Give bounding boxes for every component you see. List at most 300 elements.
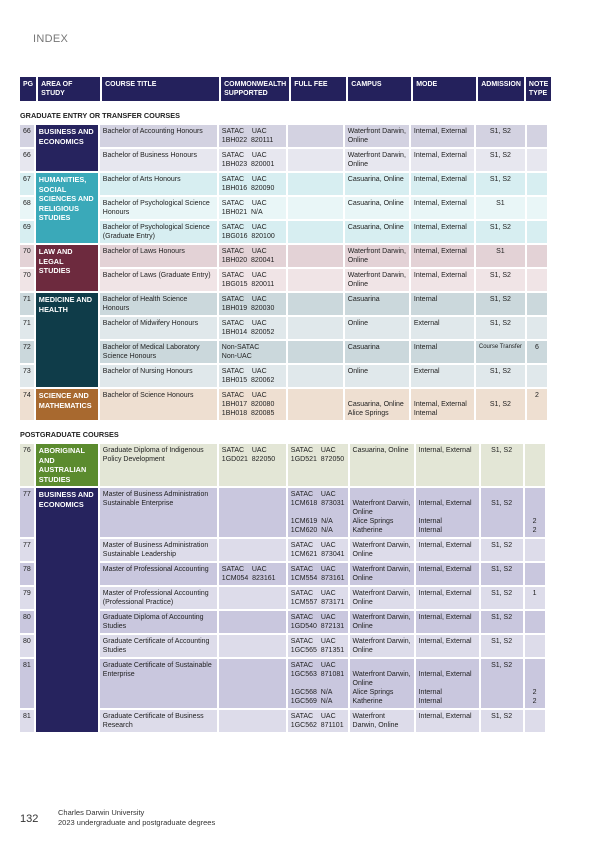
commonwealth-supported-cell <box>219 587 286 609</box>
campus-line: Casuarina, Online <box>347 224 404 231</box>
campus-cell <box>345 173 409 195</box>
note-type-cell <box>527 197 547 219</box>
full-fee-line: SATAC UAC <box>290 542 336 549</box>
table-row <box>20 269 547 291</box>
full-fee-cell <box>288 563 348 585</box>
campus-line: Waterfront Darwin, <box>352 614 411 621</box>
note-type-line <box>528 679 542 688</box>
mode-line: Internal, External <box>413 152 467 159</box>
note-type-cell <box>527 317 547 339</box>
campus-cell <box>345 317 409 339</box>
mode-cell <box>416 659 479 708</box>
page-ref: 74 <box>23 392 31 399</box>
full-fee-line <box>291 679 345 688</box>
course-title-text: Bachelor of Medical Laboratory Science Honours <box>102 344 200 360</box>
campus-cell <box>345 197 409 219</box>
campus-line: Online <box>347 161 369 168</box>
note-type-cell <box>527 245 547 267</box>
campus-cell <box>345 125 409 147</box>
mode-cell <box>416 488 479 537</box>
note-type-line: 2 <box>534 392 539 399</box>
campus-line: Casuarina, Online <box>352 447 409 454</box>
table-row <box>20 611 545 633</box>
full-fee-cell <box>288 488 348 537</box>
mode-line: Internal <box>418 689 442 696</box>
admission-cell <box>476 341 525 363</box>
page-ref: 79 <box>23 590 31 597</box>
note-type-line <box>528 499 542 508</box>
section-title-graduate: GRADUATE ENTRY OR TRANSFER COURSES <box>20 111 181 120</box>
table-row <box>20 317 547 339</box>
admission-line: S1, S2 <box>491 638 513 645</box>
course-title <box>100 197 217 219</box>
column-header: AREA OF STUDY <box>38 77 100 101</box>
commonwealth-supported-cell <box>219 293 286 315</box>
column-header: CAMPUS <box>348 77 411 101</box>
full-fee-cell <box>288 341 343 363</box>
campus-line <box>353 490 411 499</box>
full-fee-line: SATAC UAC <box>290 447 336 454</box>
commonwealth-supported-line: SATAC UAC <box>221 320 267 327</box>
campus-line: Darwin, Online <box>352 722 399 729</box>
campus-cell <box>345 221 409 243</box>
mode-line: Internal, External <box>418 713 472 720</box>
page-ref: 81 <box>23 713 31 720</box>
mode-line: Internal, External <box>413 176 467 183</box>
page-ref: 76 <box>23 447 31 454</box>
campus-cell <box>345 245 409 267</box>
course-title <box>100 221 217 243</box>
course-title-text: Master of Professional Accounting <box>102 566 209 573</box>
admission-line: S1 <box>496 200 505 207</box>
page-number-cell <box>20 317 34 339</box>
campus-line: Waterfront Darwin, <box>347 152 406 159</box>
mode-cell <box>416 587 479 609</box>
mode-cell <box>411 365 474 387</box>
commonwealth-supported-line: 1BH015 820062 <box>221 377 275 384</box>
area-of-study: SCIENCE AND MATHEMATICS <box>36 389 98 420</box>
campus-line: Waterfront Darwin, <box>347 248 406 255</box>
admission-line: Course Transfer <box>478 344 522 350</box>
commonwealth-supported-line: 1BG016 820100 <box>221 233 275 240</box>
page-number-cell <box>20 587 34 609</box>
campus-cell <box>350 563 414 585</box>
page-header: INDEX <box>33 33 69 45</box>
mode-cell <box>411 125 474 147</box>
course-title <box>100 317 217 339</box>
course-title-text: Bachelor of Laws (Graduate Entry) <box>102 272 211 279</box>
campus-line: Casuarina, Online <box>347 176 404 183</box>
commonwealth-supported-line: 1BH021 N/A <box>221 209 263 216</box>
commonwealth-supported-line: 1BH014 820052 <box>221 329 275 336</box>
admission-cell <box>481 611 523 633</box>
campus-line: Online <box>352 509 373 516</box>
note-type-line <box>528 490 542 499</box>
mode-line: Internal <box>413 410 438 417</box>
page-number-cell <box>20 293 34 315</box>
full-fee-line: SATAC UAC <box>290 566 336 573</box>
full-fee-line <box>291 508 345 517</box>
full-fee-cell <box>288 221 343 243</box>
page-number-cell <box>20 563 34 585</box>
column-header: PG <box>20 77 36 101</box>
admission-cell <box>481 659 523 708</box>
mode-line: Internal, External <box>418 447 472 454</box>
admission-line: S1, S2 <box>489 224 511 231</box>
full-fee-line: SATAC UAC <box>290 713 336 720</box>
campus-cell <box>345 293 409 315</box>
page-number-cell <box>20 539 34 561</box>
note-type-cell <box>525 635 545 657</box>
course-title <box>100 293 217 315</box>
admission-line: S1, S2 <box>491 500 513 507</box>
admission-line: S1, S2 <box>491 447 513 454</box>
page-number-cell <box>20 389 34 420</box>
mode-cell <box>416 444 479 486</box>
commonwealth-supported-line: SATAC UAC <box>221 447 267 454</box>
mode-line: Internal <box>413 296 438 303</box>
note-type-cell <box>527 125 547 147</box>
mode-cell <box>416 635 479 657</box>
admission-line: S1, S2 <box>491 614 513 621</box>
admission-cell <box>481 539 523 561</box>
full-fee-line: 1GD540 872131 <box>290 623 345 630</box>
admission-line: S1, S2 <box>489 176 511 183</box>
commonwealth-supported-line: 1BH016 820090 <box>221 185 275 192</box>
mode-line: Internal, External <box>418 500 472 507</box>
course-title-text: Bachelor of Business Honours <box>102 152 197 159</box>
note-type-cell <box>525 444 545 486</box>
course-title-text: Bachelor of Psychological Science Honours <box>102 200 210 216</box>
mode-cell <box>411 197 474 219</box>
campus-line: Casuarina <box>347 296 380 303</box>
commonwealth-supported-line: Non-UAC <box>221 353 252 360</box>
page-number: 132 <box>20 813 39 825</box>
campus-line: Alice Springs <box>347 410 389 417</box>
course-title-text: Graduate Diploma of Accounting Studies <box>102 614 204 630</box>
note-type-cell <box>527 293 547 315</box>
table-row <box>20 197 547 219</box>
page-ref: 69 <box>23 224 31 231</box>
note-type-cell <box>525 539 545 561</box>
campus-cell <box>345 341 409 363</box>
full-fee-line: SATAC UAC <box>290 662 336 669</box>
mode-line: Internal, External <box>413 200 467 207</box>
full-fee-cell <box>288 365 343 387</box>
mode-line: Internal, External <box>413 128 467 135</box>
course-title <box>100 539 217 561</box>
campus-line: Waterfront Darwin, <box>352 638 411 645</box>
mode-cell <box>416 563 479 585</box>
commonwealth-supported-line: 1BH020 820041 <box>221 257 275 264</box>
course-title <box>100 365 217 387</box>
full-fee-line: SATAC UAC <box>290 614 336 621</box>
course-title <box>100 173 217 195</box>
page-number-cell <box>20 197 34 219</box>
mode-cell <box>411 173 474 195</box>
mode-line: Internal, External <box>418 638 472 645</box>
mode-line <box>419 508 476 517</box>
commonwealth-supported-cell <box>219 488 286 537</box>
page-number-cell <box>20 635 34 657</box>
admission-cell <box>476 317 525 339</box>
campus-cell <box>350 635 414 657</box>
course-title-text: Master of Business Administration Sustainable Enterprise <box>102 491 209 507</box>
admission-cell <box>476 245 525 267</box>
commonwealth-supported-cell <box>219 173 286 195</box>
admission-line: S1, S2 <box>491 566 513 573</box>
campus-cell <box>345 365 409 387</box>
commonwealth-supported-cell <box>219 539 286 561</box>
note-type-line <box>528 508 542 517</box>
admission-line: S1, S2 <box>489 128 511 135</box>
commonwealth-supported-line: SATAC UAC <box>221 224 267 231</box>
mode-line: Internal <box>418 698 442 705</box>
area-of-study: ABORIGINAL AND AUSTRALIAN STUDIES <box>36 444 98 486</box>
full-fee-cell <box>288 389 343 420</box>
section-title-postgraduate: POSTGRADUATE COURSES <box>20 430 119 439</box>
mode-cell <box>411 245 474 267</box>
commonwealth-supported-cell <box>219 659 286 708</box>
page-ref: 77 <box>23 491 31 498</box>
full-fee-cell <box>288 245 343 267</box>
admission-cell <box>476 221 525 243</box>
note-type-cell <box>525 659 545 708</box>
commonwealth-supported-line: 1BH019 820030 <box>221 305 275 312</box>
page-ref: 78 <box>23 566 31 573</box>
page-ref: 66 <box>23 152 31 159</box>
page-number-cell <box>20 173 34 195</box>
note-type-line: 1 <box>532 590 537 597</box>
area-of-study: HUMANITIES, SOCIAL SCIENCES AND RELIGIOUS STUDIES <box>36 173 98 243</box>
commonwealth-supported-line: SATAC UAC <box>221 566 267 573</box>
note-type-cell <box>527 173 547 195</box>
area-of-study: MEDICINE AND HEALTH <box>36 293 98 387</box>
area-of-study: LAW AND LEGAL STUDIES <box>36 245 98 291</box>
page-number-cell <box>20 611 34 633</box>
page-number-cell <box>20 365 34 387</box>
course-title <box>100 710 217 732</box>
page-ref: 71 <box>23 296 31 303</box>
course-title <box>100 149 217 171</box>
page-ref: 70 <box>23 272 31 279</box>
mode-line: Internal, External <box>413 248 467 255</box>
campus-cell <box>350 611 414 633</box>
full-fee-line: 1GC568 N/A <box>290 689 333 696</box>
table-header <box>18 75 553 103</box>
area-of-study: BUSINESS AND ECONOMICS <box>36 125 98 171</box>
commonwealth-supported-cell <box>219 341 286 363</box>
course-title <box>100 389 217 420</box>
campus-line: Online <box>347 137 369 144</box>
mode-cell <box>411 269 474 291</box>
mode-line: Internal, External <box>413 224 467 231</box>
mode-line: External <box>413 368 440 375</box>
table-row <box>20 563 545 585</box>
campus-line: Waterfront Darwin, <box>352 542 411 549</box>
note-type-cell <box>527 389 547 420</box>
mode-line: Internal, External <box>418 671 472 678</box>
commonwealth-supported-cell <box>219 317 286 339</box>
page-ref: 71 <box>23 320 31 327</box>
page-ref: 68 <box>23 200 31 207</box>
course-title-text: Bachelor of Laws Honours <box>102 248 185 255</box>
page-ref: 80 <box>23 614 31 621</box>
table-row <box>20 659 545 708</box>
course-title <box>100 659 217 708</box>
graduate-courses-table <box>18 123 549 422</box>
mode-line: Internal, External <box>413 401 467 408</box>
mode-line: Internal, External <box>413 272 467 279</box>
campus-line: Online <box>347 320 369 327</box>
admission-line: S1, S2 <box>489 401 511 408</box>
page-number-cell <box>20 221 34 243</box>
note-type-cell <box>527 365 547 387</box>
note-type-line: 2 <box>532 527 537 534</box>
mode-cell <box>416 710 479 732</box>
commonwealth-supported-line: 1BH018 820085 <box>221 410 275 417</box>
page-ref: 80 <box>23 638 31 645</box>
campus-cell <box>345 389 409 420</box>
mode-line: Internal <box>418 527 442 534</box>
full-fee-cell <box>288 539 348 561</box>
admission-cell <box>476 269 525 291</box>
admission-cell <box>481 587 523 609</box>
course-title <box>100 587 217 609</box>
commonwealth-supported-line: SATAC UAC <box>221 368 267 375</box>
campus-cell <box>350 444 414 486</box>
mode-line <box>419 661 476 670</box>
full-fee-cell <box>288 444 348 486</box>
campus-line: Waterfront Darwin, <box>347 272 406 279</box>
admission-cell <box>476 125 525 147</box>
full-fee-cell <box>288 173 343 195</box>
commonwealth-supported-cell <box>219 245 286 267</box>
mode-line: Internal, External <box>418 542 472 549</box>
course-title-text: Bachelor of Psychological Science (Graduate Entry) <box>102 224 210 240</box>
course-title-text: Bachelor of Science Honours <box>102 392 194 399</box>
commonwealth-supported-line: 1CM054 823161 <box>221 575 276 582</box>
campus-line: Online <box>352 680 373 687</box>
commonwealth-supported-cell <box>219 563 286 585</box>
page-number-cell <box>20 269 34 291</box>
page-number-cell <box>20 710 34 732</box>
full-fee-line: 1CM554 873161 <box>290 575 345 582</box>
admission-cell <box>476 197 525 219</box>
campus-line: Online <box>347 281 369 288</box>
page-ref: 70 <box>23 248 31 255</box>
table-row <box>20 365 547 387</box>
full-fee-line: 1CM619 N/A <box>290 518 333 525</box>
note-type-line: 2 <box>532 689 537 696</box>
mode-line: Internal, External <box>418 590 472 597</box>
note-type-cell <box>525 710 545 732</box>
admission-line: S1 <box>496 248 505 255</box>
page-number-cell <box>20 659 34 708</box>
admission-line: S1, S2 <box>489 272 511 279</box>
mode-cell <box>411 221 474 243</box>
commonwealth-supported-cell <box>219 389 286 420</box>
campus-cell <box>350 659 414 708</box>
campus-line: Alice Springs <box>352 518 394 525</box>
campus-cell <box>345 269 409 291</box>
course-title <box>100 269 217 291</box>
commonwealth-supported-line: SATAC UAC <box>221 296 267 303</box>
full-fee-line: 1GD521 872050 <box>290 456 345 463</box>
admission-cell <box>476 149 525 171</box>
campus-line: Waterfront <box>352 713 385 720</box>
page-number-cell <box>20 488 34 537</box>
note-type-line: 2 <box>532 698 537 705</box>
course-title-text: Bachelor of Health Science Honours <box>102 296 188 312</box>
admission-line: S1, S2 <box>491 590 513 597</box>
campus-line: Online <box>347 257 369 264</box>
course-title-text: Bachelor of Midwifery Honours <box>102 320 199 327</box>
index-content <box>18 75 588 734</box>
course-title <box>100 488 217 537</box>
note-type-line: 6 <box>534 344 539 351</box>
full-fee-cell <box>288 125 343 147</box>
full-fee-line: 1CM620 N/A <box>290 527 333 534</box>
admission-line: S1, S2 <box>489 368 511 375</box>
commonwealth-supported-cell <box>219 444 286 486</box>
admission-line: S1, S2 <box>491 662 513 669</box>
table-row <box>20 444 545 486</box>
campus-line: Online <box>352 599 373 606</box>
commonwealth-supported-cell <box>219 611 286 633</box>
full-fee-line: 1GC563 871081 <box>290 671 345 678</box>
commonwealth-supported-line: SATAC UAC <box>221 248 267 255</box>
full-fee-cell <box>288 659 348 708</box>
mode-cell <box>411 293 474 315</box>
admission-cell <box>476 365 525 387</box>
admission-line: S1, S2 <box>491 713 513 720</box>
table-row <box>20 125 547 147</box>
commonwealth-supported-cell <box>219 269 286 291</box>
full-fee-cell <box>288 317 343 339</box>
table-row <box>20 710 545 732</box>
campus-line: Online <box>352 647 373 654</box>
campus-line <box>348 391 406 400</box>
footer-subtitle: 2023 undergraduate and postgraduate degrees <box>58 818 216 827</box>
campus-line: Casuarina, Online <box>347 401 404 408</box>
course-title-text: Master of Business Administration Sustainable Leadership <box>102 542 209 558</box>
page-ref: 77 <box>23 542 31 549</box>
admission-cell <box>476 389 525 420</box>
course-title <box>100 635 217 657</box>
mode-line: Internal, External <box>418 614 472 621</box>
campus-line: Casuarina <box>347 344 380 351</box>
admission-cell <box>476 293 525 315</box>
course-title-text: Graduate Certificate of Sustainable Enterprise <box>102 662 212 678</box>
full-fee-cell <box>288 635 348 657</box>
commonwealth-supported-line: SATAC UAC <box>221 152 267 159</box>
note-type-line <box>528 670 542 679</box>
column-header: COURSE TITLE <box>102 77 219 101</box>
admission-cell <box>481 444 523 486</box>
commonwealth-supported-line: SATAC UAC <box>221 176 267 183</box>
full-fee-line: 1CM557 873171 <box>290 599 345 606</box>
full-fee-cell <box>288 611 348 633</box>
campus-line: Alice Springs <box>352 689 394 696</box>
commonwealth-supported-cell <box>219 221 286 243</box>
commonwealth-supported-cell <box>219 149 286 171</box>
commonwealth-supported-cell <box>219 635 286 657</box>
admission-cell <box>481 563 523 585</box>
full-fee-cell <box>288 587 348 609</box>
page-ref: 81 <box>23 662 31 669</box>
course-title-text: Bachelor of Nursing Honours <box>102 368 193 375</box>
